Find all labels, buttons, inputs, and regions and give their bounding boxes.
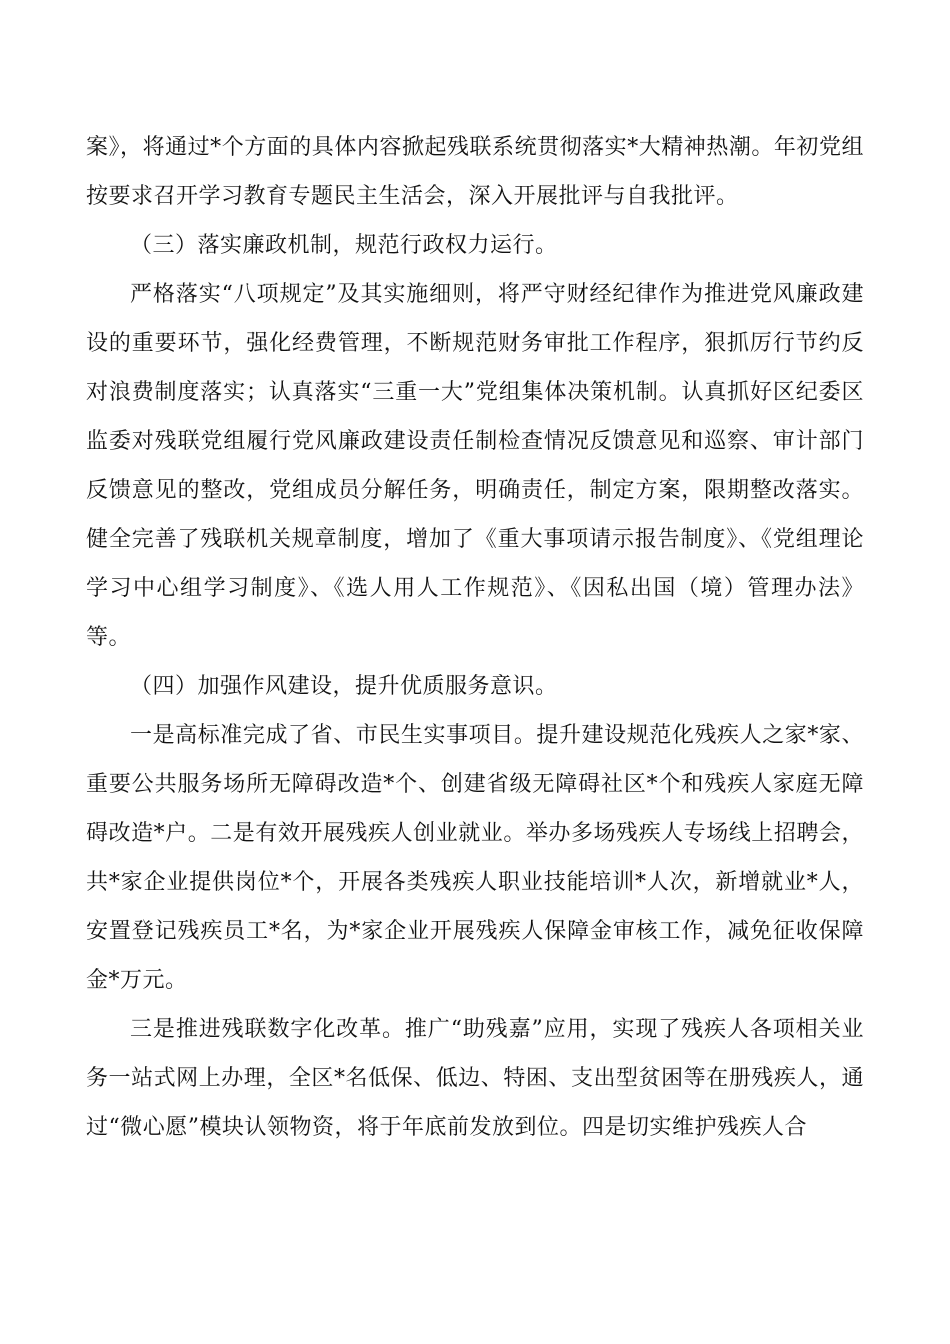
- section-heading-4: （四）加强作风建设，提升优质服务意识。: [130, 674, 558, 699]
- section-heading-3: （三）落实廉政机制，规范行政权力运行。: [130, 233, 558, 258]
- paragraph-continuation: 案》，将通过*个方面的具体内容掀起残联系统贯彻落实*大精神热潮。年初党组按要求召开学习教育专题民主生活会，深入开展批评与自我批评。: [86, 135, 864, 209]
- paragraph-digital-reform: 三是推进残联数字化改革。推广“助残嘉”应用，实现了残疾人各项相关业务一站式网上办理，全区*名低保、低边、特困、支出型贫困等在册残疾人，通过“微心愿”模块认领物资，将于年底前发放到位。四是切实维护残疾人合: [86, 1017, 864, 1140]
- document-body: [86, 123, 864, 1152]
- paragraph-service-projects: 一是高标准完成了省、市民生实事项目。提升建设规范化残疾人之家*家、重要公共服务场所无障碍改造*个、创建省级无障碍社区*个和残疾人家庭无障碍改造*户。二是有效开展残疾人创业就业。举办多场残疾人专场线上招聘会，共*家企业提供岗位*个，开展各类残疾人职业技能培训*人次，新增就业*人，安置登记残疾员工*名，为*家企业开展残疾人保障金审核工作，减免征收保障金*万元。: [86, 723, 864, 993]
- paragraph-integrity-mechanism: 严格落实“八项规定”及其实施细则，将严守财经纪律作为推进党风廉政建设的重要环节，强化经费管理，不断规范财务审批工作程序，狠抓厉行节约反对浪费制度落实；认真落实“三重一大”党组集体决策机制。认真抓好区纪委区监委对残联党组履行党风廉政建设责任制检查情况反馈意见和巡察、审计部门反馈意见的整改，党组成员分解任务，明确责任，制定方案，限期整改落实。健全完善了残联机关规章制度，增加了《重大事项请示报告制度》、《党组理论学习中心组学习制度》、《选人用人工作规范》、《因私出国（境）管理办法》等。: [86, 282, 864, 650]
